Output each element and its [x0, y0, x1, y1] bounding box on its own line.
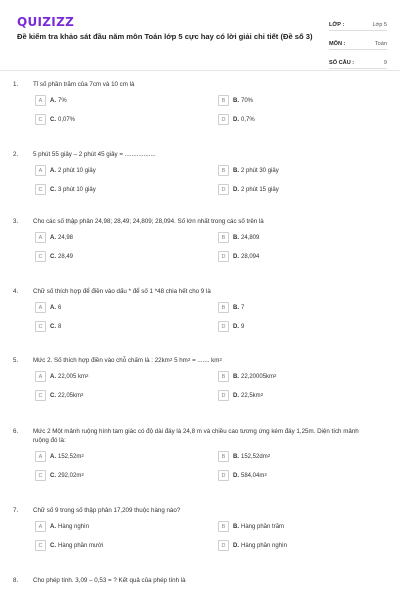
question-header	[13, 80, 387, 89]
option-superscript: 2	[267, 453, 271, 458]
quizizz-logo: QUIZIZZ	[17, 15, 75, 29]
option-text: 2 phút 30 giây	[241, 167, 279, 174]
option-letter-box: D	[218, 390, 229, 401]
option-text: 3 phút 10 giây	[58, 186, 96, 193]
option-letter-box: A	[35, 521, 46, 532]
question-text-part: Tỉ số phần trăm của 7cm và 10 cm là	[33, 81, 135, 88]
meta-row-grade	[329, 14, 387, 31]
option-text: 22,20005km	[241, 373, 275, 380]
option-text: 8	[58, 323, 62, 330]
question-2	[0, 150, 400, 195]
option-text: 28,094	[241, 253, 260, 260]
question-8	[0, 576, 400, 585]
question-1	[0, 80, 400, 125]
question-header	[13, 217, 387, 226]
meta-row-count	[329, 52, 387, 69]
question-text-part: 2	[169, 357, 173, 362]
question-text	[33, 80, 387, 89]
option-label: B.	[233, 97, 239, 104]
option-letter-box: B	[218, 302, 229, 313]
option-text: 28,49	[58, 253, 74, 260]
option-label: C.	[50, 323, 56, 330]
answer-option-c[interactable]	[35, 251, 218, 262]
question-text	[33, 356, 387, 365]
option-text: 70%	[241, 97, 254, 104]
option-label: C.	[50, 186, 56, 193]
question-4	[0, 287, 400, 332]
answer-option-c[interactable]	[35, 321, 218, 332]
option-superscript: 2	[274, 373, 277, 378]
question-6	[0, 427, 400, 481]
question-text-part: Mức 2 Một mảnh ruộng hình tam giác có độ dài đáy là 24,8 m và chiều cao tương ứng kém đáy 1,25m. Diện tích mảnh ruộng đó là:	[33, 428, 359, 444]
option-label: A.	[50, 523, 56, 530]
question-number: 2.	[13, 151, 19, 158]
answer-option-a[interactable]	[35, 232, 218, 243]
option-letter-box: B	[218, 451, 229, 462]
question-text-part: Chữ số 9 trong số thập phân 17,209 thuộc hàng nào?	[33, 507, 181, 514]
answer-option-d[interactable]	[218, 540, 368, 551]
answer-option-c[interactable]	[35, 184, 218, 195]
question-3	[0, 217, 400, 262]
option-letter-box: C	[35, 540, 46, 551]
option-text: 22,5km	[241, 392, 261, 399]
answer-option-d[interactable]	[218, 390, 368, 401]
meta-key: LỚP :	[329, 22, 345, 28]
option-letter-box: B	[218, 232, 229, 243]
option-text: 2 phút 15 giây	[241, 186, 279, 193]
answer-option-b[interactable]	[218, 371, 368, 382]
option-text: Hàng nghìn	[58, 523, 90, 530]
option-label: B.	[233, 453, 239, 460]
answer-option-d[interactable]	[218, 470, 368, 481]
option-label: B.	[233, 373, 239, 380]
question-header	[13, 287, 387, 296]
option-letter-box: B	[218, 371, 229, 382]
option-letter-box: C	[35, 470, 46, 481]
option-text: Hàng phần trăm	[241, 523, 285, 530]
option-label: C.	[50, 472, 56, 479]
question-text-part: 5 hm	[172, 357, 188, 364]
answer-option-d[interactable]	[218, 321, 368, 332]
answer-option-d[interactable]	[218, 184, 368, 195]
question-number: 3.	[13, 218, 19, 225]
option-label: D.	[233, 472, 239, 479]
answer-option-d[interactable]	[218, 114, 368, 125]
question-text	[33, 576, 387, 585]
answer-option-a[interactable]	[35, 371, 218, 382]
option-letter-box: D	[218, 540, 229, 551]
meta-value: 9	[383, 60, 387, 66]
option-text: Hàng phần nghìn	[241, 542, 288, 549]
option-text: 584,04m	[241, 472, 265, 479]
option-letter-box: A	[35, 165, 46, 176]
option-letter-box: A	[35, 232, 46, 243]
option-label: A.	[50, 97, 56, 104]
question-text	[33, 506, 387, 515]
option-text: 9	[241, 323, 245, 330]
answer-options	[35, 302, 387, 332]
answer-option-d[interactable]	[218, 251, 368, 262]
meta-value: Lớp 5	[372, 22, 387, 28]
option-label: D.	[233, 253, 239, 260]
question-text	[33, 287, 387, 296]
option-label: B.	[233, 167, 239, 174]
question-number: 8.	[13, 577, 19, 584]
option-letter-box: D	[218, 184, 229, 195]
question-text-part: 2	[187, 357, 191, 362]
answer-options	[35, 371, 387, 401]
option-label: A.	[50, 167, 56, 174]
answer-option-a[interactable]	[35, 521, 218, 532]
option-text: 7	[241, 304, 245, 311]
option-text: 2 phút 10 giây	[58, 167, 96, 174]
option-superscript: 2	[81, 392, 84, 397]
option-letter-box: C	[35, 114, 46, 125]
option-text: Hàng phần mười	[58, 542, 104, 549]
option-text: 152,52dm	[241, 453, 268, 460]
option-text: 0,7%	[241, 116, 255, 123]
answer-option-b[interactable]	[218, 232, 368, 243]
question-number: 1.	[13, 81, 19, 88]
option-label: A.	[50, 234, 56, 241]
option-label: D.	[233, 116, 239, 123]
meta-value: Toán	[374, 41, 387, 47]
answer-option-c[interactable]	[35, 470, 218, 481]
question-text-part: Cho các số thập phân 24,98; 28,49; 24,809; 28,094. Số lớn nhất trong các số trên là	[33, 218, 264, 225]
answer-option-b[interactable]	[218, 165, 368, 176]
option-letter-box: A	[35, 302, 46, 313]
question-text	[33, 427, 387, 445]
question-text-part: 2	[219, 357, 222, 362]
option-label: D.	[233, 186, 239, 193]
option-label: C.	[50, 116, 56, 123]
option-text: 0,07%	[58, 116, 76, 123]
option-letter-box: D	[218, 251, 229, 262]
answer-option-a[interactable]	[35, 451, 218, 462]
meta-row-subject	[329, 33, 387, 50]
meta-panel	[329, 14, 387, 71]
question-number: 4.	[13, 288, 19, 295]
option-letter-box: C	[35, 251, 46, 262]
answer-option-c[interactable]	[35, 390, 218, 401]
answer-option-b[interactable]	[218, 451, 368, 462]
worksheet-header	[0, 0, 400, 71]
option-letter-box: A	[35, 371, 46, 382]
answer-option-b[interactable]	[218, 521, 368, 532]
question-header	[13, 356, 387, 365]
option-text: 24,809	[241, 234, 260, 241]
question-text-part: Chữ số thích hợp để điền vào dấu * để số 1 *48 chia hết cho 9 là	[33, 288, 211, 295]
question-header	[13, 150, 387, 159]
option-label: C.	[50, 542, 56, 549]
option-label: A.	[50, 373, 56, 380]
answer-options	[35, 95, 387, 125]
option-text: 22,05km	[58, 392, 82, 399]
question-text-part: 5 phút 55 giây – 2 phút 45 giây = ..................	[33, 151, 156, 158]
option-text: 7%	[58, 97, 67, 104]
meta-key: MÔN :	[329, 41, 346, 47]
option-letter-box: B	[218, 95, 229, 106]
option-label: A.	[50, 304, 56, 311]
option-letter-box: D	[218, 470, 229, 481]
option-label: D.	[233, 392, 239, 399]
question-text-part: Cho phép tính. 3,09 – 0,53 = ? Kết quả của phép tính là	[33, 577, 186, 584]
option-text: 24,98	[58, 234, 74, 241]
option-label: D.	[233, 323, 239, 330]
question-number: 7.	[13, 507, 19, 514]
answer-option-a[interactable]	[35, 95, 218, 106]
question-header	[13, 506, 387, 515]
option-letter-box: C	[35, 390, 46, 401]
option-text: 6	[58, 304, 62, 311]
option-label: C.	[50, 253, 56, 260]
question-text-part: = ....... km	[190, 357, 220, 364]
option-letter-box: C	[35, 184, 46, 195]
option-letter-box: A	[35, 451, 46, 462]
option-label: D.	[233, 542, 239, 549]
option-label: B.	[233, 234, 239, 241]
option-label: B.	[233, 304, 239, 311]
answer-option-a[interactable]	[35, 302, 218, 313]
option-label: C.	[50, 392, 56, 399]
question-text	[33, 217, 387, 226]
option-text: 22,005 km	[58, 373, 87, 380]
option-letter-box: A	[35, 95, 46, 106]
option-superscript: 2	[81, 472, 84, 477]
question-number: 6.	[13, 428, 19, 435]
question-header	[13, 427, 387, 445]
answer-options	[35, 521, 387, 551]
option-text: 152,52m	[58, 453, 82, 460]
option-label: A.	[50, 453, 56, 460]
question-5	[0, 356, 400, 401]
meta-key: SỐ CÂU :	[329, 60, 355, 66]
answer-option-b[interactable]	[218, 302, 368, 313]
option-letter-box: B	[218, 521, 229, 532]
answer-options	[35, 165, 387, 195]
option-superscript: 2	[260, 392, 264, 397]
answer-option-c[interactable]	[35, 114, 218, 125]
option-superscript: 2	[264, 472, 267, 477]
option-letter-box: D	[218, 114, 229, 125]
answer-option-a[interactable]	[35, 165, 218, 176]
option-superscript: 2	[86, 373, 89, 378]
question-header	[13, 576, 387, 585]
answer-options	[35, 232, 387, 262]
option-superscript: 2	[81, 453, 84, 458]
answer-option-b[interactable]	[218, 95, 368, 106]
question-text-part: Mức 2. Số thích hợp điền vào chỗ chấm là : 22km	[33, 357, 170, 364]
page-title: Đề kiểm tra khảo sát đầu năm môn Toán lớp 5 cực hay có lời giải chi tiết (Đề số 3)	[17, 32, 313, 41]
option-letter-box: D	[218, 321, 229, 332]
option-label: B.	[233, 523, 239, 530]
option-letter-box: C	[35, 321, 46, 332]
question-number: 5.	[13, 357, 19, 364]
question-7	[0, 506, 400, 551]
answer-options	[35, 451, 387, 481]
question-text	[33, 150, 387, 159]
option-letter-box: B	[218, 165, 229, 176]
option-text: 292,02m	[58, 472, 82, 479]
answer-option-c[interactable]	[35, 540, 218, 551]
